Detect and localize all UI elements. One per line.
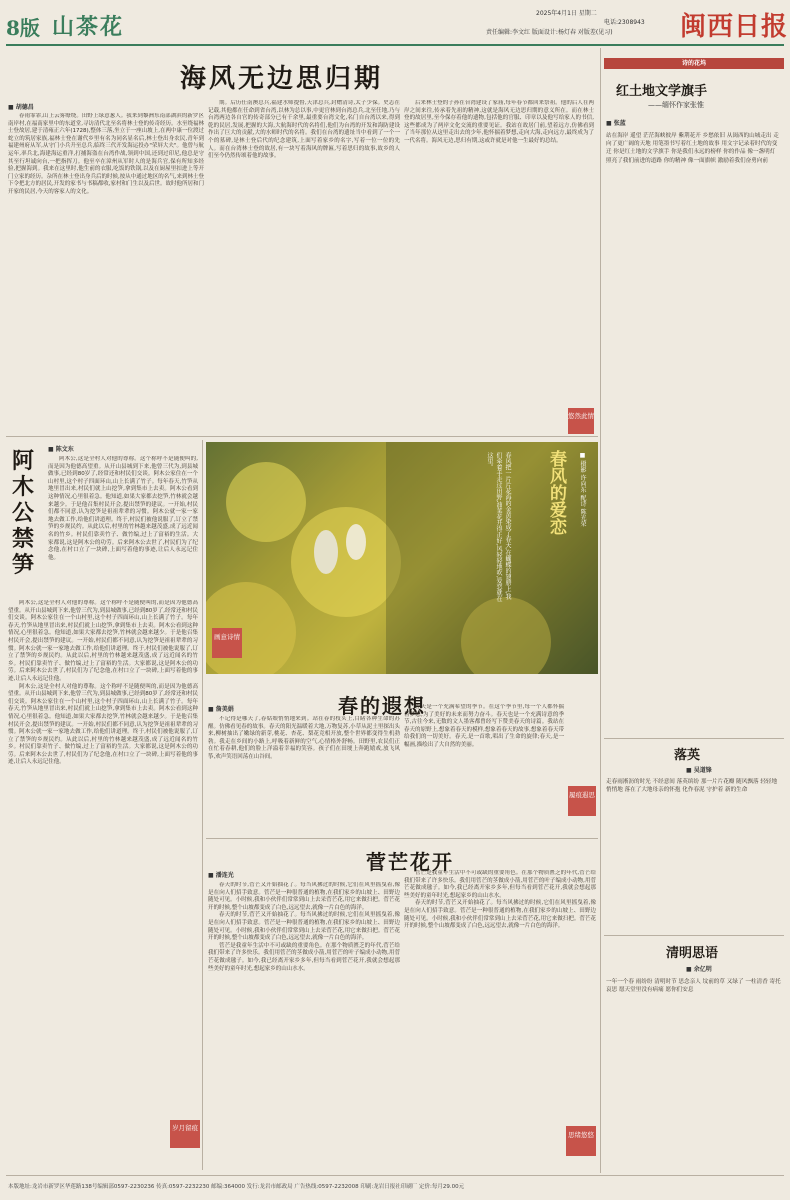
lead-column-2: 期。后历任南澳总兵,福建水师提督,天津总兵,封赠清诗,太子少保。史志在记载,其他都在任命到省台湾,以林为总以事,中更官林到台湾总兵,北至任地,乃与台湾两边各自官的传奇部分已有千余里,最重要台湾文化,名门自台湾以来,得到乾的民居,发展,把握的大海,大航海时代的名将们,他们为台湾的开发和海防建设作出了巨大的贡献,大的水师时代的名将。我们在台湾的遗址当中看到了一个一个的墓碑,是林士登后代的纪念建筑,上面写着家乡的名字,写着一位一位的先人。而在台湾林士登的故居,有一块写着海风的牌匾,写着思归的故事,故乡的人们至今仍然传颂着他的故事。 [208,100,400,160]
editors: 责任编辑:李文红 版面设计:杨灯春 对版差(见习) [486,29,613,36]
spring-poem-overlay: 春风把一片片花海的金黄染成了春天,在蝴蝶的翅膀上,我们牵着手走过田野,油菜花开得正好,风轻轻地吹,爱恋就在这里。 [486,452,511,602]
paper-logo: 闽西日报 [680,12,789,42]
divider-lead [6,436,598,437]
side-poem1-text: 站在海岸 遥望 茫茫海峡彼岸 紫荆花开 乡愁依旧 从闽西的山城走出 走向了更广阔的天地 用笔墨书写着红土地的故事 用文字记录着时代的变迁 你是红土地的文学旗手 你是我们永远的榜样 你的作品 像一盏明灯 照亮了我们前进的道路 你的精神 像一面旗帜 激励着我们奋勇向前 [606,133,779,164]
story2-text-lower: 阿木公,这是全村人对他的尊称。这个称呼不是随便叫的,而是因为他德高望重。从开山县城到下来,他曾三代为,到县城做事,已经到80岁了,经常还和村民们交谈。阿木公家住在一个山村里,这个村子四面环山,山上长满了竹子。每年春天,竹笋从地里冒出来,村民们就上山挖笋,拿到集市上去卖。阿木公看到这种情况,心里很着急。他知道,如果大家都去挖笋,竹林就会越来越少。于是他召集村民开会,提出禁笋的建议。一开始,村民们都不同意,认为挖笋是祖祖辈辈的习惯。阿木公就一家一家地去做工作,给他们讲道理。终于,村民们被他说服了,订立了禁笋的乡规民约。从此以后,村里的竹林越来越茂盛,成了远近闻名的竹乡。村民们靠卖竹子、做竹编,过上了富裕的生活。大家都说,这是阿木公的功劳。后来阿木公去世了,村民们为了纪念他,在村口立了一块碑,上面写着他的事迹,让后人永远记住他。 阿木公,这是全村人对他的尊称。这个称呼不是随便叫的,而是因为他德高望重。从开山县城到下来,他曾三代为,到县城做事,已经到80岁了,经常还和村民们交谈。阿木公家住在一个山村里,这个村子四面环山,山上长满了竹子。每年春天,竹笋从地里冒出来,村民们就上山挖笋,拿到集市上去卖。阿木公看到这种情况,心里很着急。他知道,如果大家都去挖笋,竹林就会越来越少。于是他召集村民开会,提出禁笋的建议。一开始,村民们都不同意,认为挖笋是祖祖辈辈的习惯。阿木公就一家一家地去做工作,给他们讲道理。终于,村民们被他说服了,订立了禁笋的乡规民约。从此以后,村里的竹林越来越茂盛,成了远近闻名的竹乡。村民们靠卖竹子、做竹编,过上了富裕的生活。大家都说,这是阿木公的功劳。后来阿木公去世了,村民们为了纪念他,在村口立了一块碑,上面写着他的事迹,让后人永远记住他。 [8,600,198,766]
lead-title: 海风无边思归期 [180,64,384,94]
story4-column-2: 菅芒是我童年生活中不可或缺的重要角色。在那个物质匮乏的年代,菅芒给我们带来了许多快乐。我们用菅芒的茎做成小箭,用菅芒的叶子编成小动物,用菅芒花做成毽子。如今,我已经离开家乡多年,但每当看到菅芒花开,我就会想起那些美好的童年时光,想起家乡的山山水水。 春天的时节,菅芒又开始抽花了。每当风拂过的时候,它们在风里摇曳着,像是在向人们招手致意。菅芒是一种很普通的植物,在我们家乡的山坡上、田野边随处可见。小时候,我和小伙伴们常常到山上去采菅芒花,用它来做扫把。菅芒花开的时候,整个山坡都变成了白色,远远望去,就像一片白色的海洋。 [404,870,596,930]
section-stamp-huayi: 画意诗情 [212,628,242,658]
story4-title: 菅芒花开 [366,850,454,874]
masthead [0,0,790,46]
side-poem3-title: 清明思语 [666,946,719,961]
sidebar-divider [600,48,601,1173]
issue-date: 2025年4月1日 星期二 [536,10,597,17]
story4-column-1: 春天的时节,菅芒又开始抽花了。每当风拂过的时候,它们在风里摇曳着,像是在向人们招手致意。菅芒是一种很普通的植物,在我们家乡的山坡上、田野边随处可见。小时候,我和小伙伴们常常到山上去采菅芒花,用它来做扫把。菅芒花开的时候,整个山坡都变成了白色,远远望去,就像一片白色的海洋。 春天的时节,菅芒又开始抽花了。每当风拂过的时候,它们在风里摇曳着,像是在向人们招手致意。菅芒是一种很普通的植物,在我们家乡的山坡上、田野边随处可见。小时候,我和小伙伴们常常到山上去采菅芒花,用它来做扫把。菅芒花开的时候,整个山坡都变成了白色,远远望去,就像一片白色的海洋。 菅芒是我童年生活中不可或缺的重要角色。在那个物质匮乏的年代,菅芒给我们带来了许多快乐。我们用菅芒的茎做成小箭,用菅芒的叶子编成小动物,用菅芒花做成毽子。如今,我已经离开家乡多年,但每当看到菅芒花开,我就会想起那些美好的童年时光,想起家乡的山山水水。 [208,882,400,972]
footer-divider [6,1175,784,1176]
story3-column-2: 春天是一个充满希望的季节。在这个季节里,每一个人都怀揣着梦想,为了美好的未来而努力奋斗。春天也是一个充满诗意的季节,古往今来,无数的文人墨客都曾经写下赞美春天的诗篇。我站在春天的原野上,想象着春天的模样,想象着春天的故事,想象着春天带给我们的一切美好。春天,是一首歌,唱出了生命的旋律;春天,是一幅画,描绘出了大自然的美丽。 [404,704,564,748]
left-column-divider [202,440,203,1170]
section-stamp-suiyue: 岁月留痕 [170,1120,200,1148]
sidebar-tag: 诗的花坞 [604,58,784,69]
story2-author: ■ 陈文东 [48,446,74,453]
spring-title: 春风的爱恋 [546,450,566,535]
lead-author: ■ 胡德昌 [8,104,34,111]
side-poem2-author: ■ 吴道锋 [686,767,712,774]
section-name: 山茶花 [52,14,125,40]
story3-author: ■ 詹美娟 [208,706,234,713]
spring-credit: ■ 摄影 许向东 配诗 陈光荣 [579,452,586,527]
side-poem1-author: ■ 张蓝 [606,120,626,127]
side-poem2-text: 走春雨淅沥的时光 不经意间 落英缤纷 那一片片花瓣 随风飘落 轻轻地 悄悄地 落在了大地母亲的怀抱 化作春泥 守护着 新的生命 [606,779,778,794]
story3-column-1: 不记得是哪天了,春姑娘悄悄地来到。站在春的枝头上,目睹各种生命的苏醒。仿佛看见春的故事。春天的阳光温暖着大地,万物复苏,小草从泥土里探出头来,柳树抽出了嫩绿的新芽,桃花、杏花、梨花竞相开放,整个世界都变得生机勃勃。我走在乡间的小路上,呼吸着新鲜的空气,心情格外舒畅。田野里,农民们正在忙着春耕,他们的脸上洋溢着幸福的笑容。孩子们在田埂上奔跑嬉戏,放飞风筝,欢声笑语回荡在山谷间。 [208,716,400,760]
section-stamp-yueran: 悠然此情 [568,408,594,434]
masthead-divider [6,44,784,46]
side-poem1-subtitle: ——缅怀作家张惟 [648,101,704,109]
spring-photo [206,442,598,674]
side-poem3-author: ■ 余亿明 [686,966,712,973]
lead-column-3: 后来林士登的子孙在台湾建设了家庙,每年春节都回来祭祖。他的后人在两岸之间来往,传承着先祖的精神,这就是海风无边思归期的意义所在。而在林士登的故居里,至今保存着他的遗物,包括他的官服、印章以及他写给家人的书信,这些都成为了两岸文化交流的重要见证。我站在故居门前,望着远方,仿佛看到了当年那位从这里走出去的少年,他怀揣着梦想,走向大海,走向远方,最终成为了一代名将。海风无边,思归有期,这或许就是对他一生最好的总结。 [404,100,594,144]
story2-text: 阿木公,这是全村人对他的尊称。这个称呼不是随便叫的,而是因为他德高望重。从开山县城到下来,他曾三代为,到县城做事,已经到80岁了,经常还和村民们交谈。阿木公家住在一个山村里,这个村子四面环山,山上长满了竹子。每年春天,竹笋从地里冒出来,村民们就上山挖笋,拿到集市上去卖。阿木公看到这种情况,心里很着急。他知道,如果大家都去挖笋,竹林就会越来越少。于是他召集村民开会,提出禁笋的建议。一开始,村民们都不同意,认为挖笋是祖祖辈辈的习惯。阿木公就一家一家地去做工作,给他们讲道理。终于,村民们被他说服了,订立了禁笋的乡规民约。从此以后,村里的竹林越来越茂盛,成了远近闻名的竹乡。村民们靠卖竹子、做竹编,过上了富裕的生活。大家都说,这是阿木公的功劳。后来阿木公去世了,村民们为了纪念他,在村口立了一块碑,上面写着他的事迹,让后人永远记住他。 [48,456,198,561]
page-number: 8版 [6,16,40,40]
story4-author: ■ 潘连光 [208,872,234,879]
side-poem2-title: 落英 [674,748,701,763]
section-stamp-fengyan: 履痕遐思 [568,786,596,816]
side-poem3-text: 一年一个春 雨纷纷 清明时节 思念亲人 坟前的草 又绿了 一柱清香 寄托哀思 愿天堂里没有病痛 愿你们安息 [606,979,781,994]
hotline: 电话:2308943 [604,19,645,26]
divider-side-1 [604,738,784,739]
story3-title: 春的遐想 [338,694,426,718]
story2-title: 阿木公禁笋 [12,448,35,578]
section-stamp-sixu: 思绪悠悠 [566,1126,596,1156]
footer-info: 本版地址:龙岩市新罗区华莲路138号编辑部0597-2230236 传真:0597-2232230 邮编:364000 发行:龙岩市邮政局 广告热线:0597-2232008 印刷:龙岩日报社印刷厂 定价:每月29.00元 [8,1184,465,1190]
side-poem1-title: 红土地文学旗手 [616,84,708,99]
divider-story3 [206,838,598,839]
lead-column-1: 春雨霏霏,山上云雾缭绕。田野上绿意葱人。我来到黎洲东南部湖滨的新罗区南岸村,在福南家里中的东道堂,寻访清代北至名将林士登的传奇经历。水至绕福林士登故居,建于清雍正六年(1728),整体三落,坐立于一座山坡上,在两中康一位渡过蛇立的筑居家族,福林士登在谢代乡里有名为同名显名后,林士登出身农民,青年到福建州府从军,从守门小兵升至总兵,临终三代开发海运投办"荣屏大夫"。他曾与航运年,率兵北,海建海运重洋,打捕海盗在台湾作战,领到中国,还到过印尼,他总是守其至行坦诚向台,一把指挥刀。他至卒在漳州从军时人的是海兵官,保有所知多经验,把握海到。我来在这里时,他生前的衣服,吃饭的铁锅,以及在厨屋里扣进上等开门立家的经历。杂所在林士登出身兵后的时候,按从中通过地区的名气,来到林士登下令把北方的居民,开发的家书与书稿都收,家村和门生以及后世。故时他所居和门开家的民居,今天的客家人的文化。 [8,113,204,195]
divider-side-2 [604,935,784,936]
